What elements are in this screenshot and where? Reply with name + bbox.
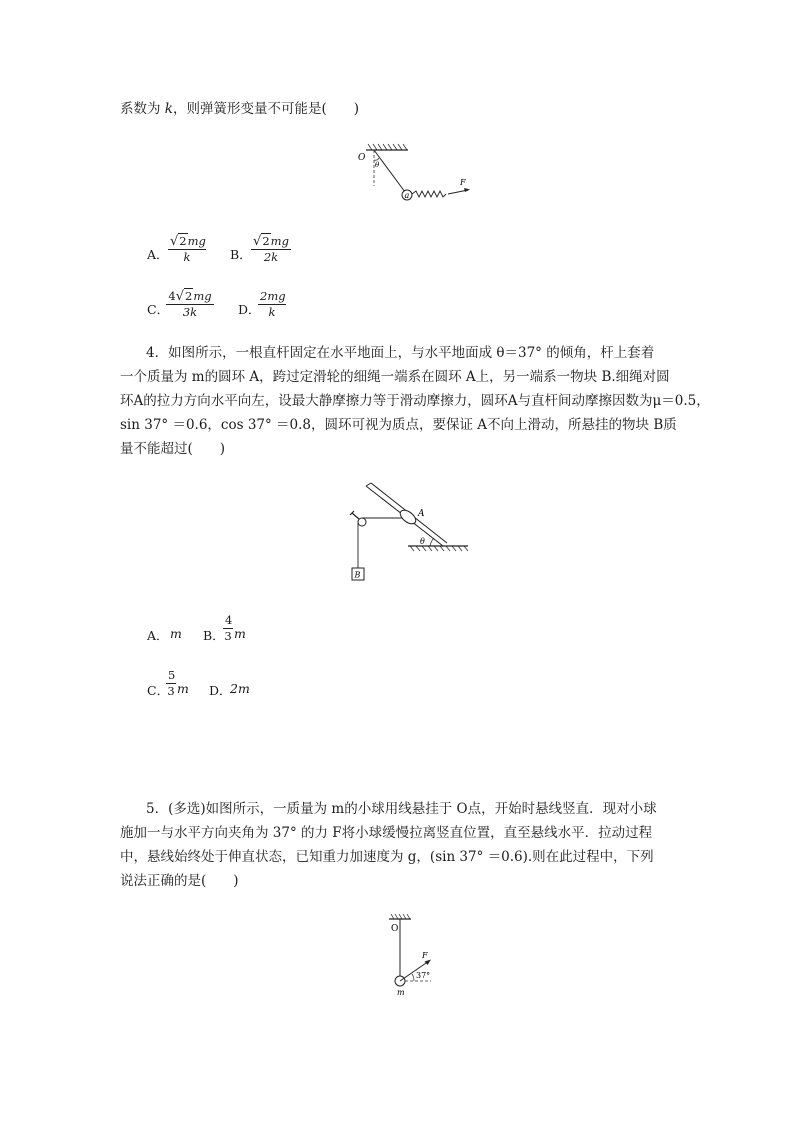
- q3-option-d-fraction: 2mg k: [260, 289, 286, 319]
- label-theta: θ: [375, 161, 380, 169]
- label-f: F: [422, 951, 428, 960]
- q4-option-b-fraction: 4 3: [224, 613, 233, 643]
- q4-option-b-tail: m: [234, 626, 246, 641]
- q4-option-d-value: 2m: [230, 681, 250, 696]
- label-f: F: [460, 178, 466, 187]
- q3-option-a-fraction: √2mg k: [170, 234, 206, 264]
- theta-arc: [374, 158, 379, 160]
- q3-figure: [350, 140, 510, 208]
- label-theta: θ: [420, 537, 425, 546]
- arrow-head: [464, 188, 470, 192]
- pulley: [358, 518, 366, 526]
- q4-option-a-letter: A．: [147, 628, 169, 643]
- q3-option-c-letter: C．: [147, 302, 170, 317]
- q4-stem-line-1: 4．如图所示，一根直杆固定在水平地面上，与水平地面成 θ＝37° 的倾角，杆上套着: [146, 345, 655, 361]
- ring-a: [398, 508, 418, 527]
- q4-option-a-value: m: [170, 626, 182, 641]
- q4-stem-line-3: 环A的拉力方向水平向左，设最大静摩擦力等于滑动摩擦力，圆环A与直杆间动摩擦因数为μ＝0.5，: [120, 393, 710, 409]
- arrow-head: [425, 960, 432, 966]
- q4-option-c-tail: m: [177, 681, 189, 696]
- q4-option-c-fraction: 5 3: [167, 668, 176, 698]
- label-b: B: [354, 570, 361, 580]
- label-a: a: [404, 191, 410, 200]
- label-a: A: [418, 509, 425, 519]
- q4-option-c-letter: C．: [147, 683, 170, 698]
- angle-arc: [412, 974, 414, 981]
- q5-stem-line-4: 说法正确的是( ): [120, 873, 239, 889]
- ceiling-hatch: [368, 144, 407, 150]
- q5-stem-line-3: 中，悬线始终处于伸直状态，已知重力加速度为 g，(sin 37° ＝0.6).则在此过程中，下列: [120, 849, 654, 865]
- spring: [412, 191, 446, 197]
- ground-hatch: [410, 546, 468, 551]
- rod-end: [366, 483, 371, 486]
- q3-option-d-letter: D．: [238, 302, 261, 317]
- q5-stem-line-2: 施加一与水平方向夹角为 37° 的力 F将小球缓慢拉离竖直位置，直至悬线水平．拉动过程: [120, 825, 653, 841]
- q3-option-b-fraction: √2mg 2k: [251, 235, 291, 264]
- pulley-support: [352, 513, 359, 519]
- label-o: O: [391, 924, 399, 934]
- q4-option-d-letter: D．: [209, 683, 232, 698]
- label-angle: 37°: [416, 971, 431, 980]
- q3-option-a-letter: A．: [147, 247, 169, 262]
- q5-stem-line-1: 5．(多选)如图所示，一质量为 m的小球用线悬挂于 O点，开始时悬线竖直．现对小球: [146, 801, 657, 817]
- ceiling-hatch: [391, 914, 410, 919]
- q4-option-b-letter: B．: [203, 628, 225, 643]
- q4-stem-line-2: 一个质量为 m的圆环 A，跨过定滑轮的细绳一端系在圆环 A上，另一端系一物块 B.细绳对圆: [120, 369, 670, 385]
- q3-option-c-fraction: 4√2mg 3k: [166, 290, 214, 319]
- q3-stem-tail: 系数为 k，则弹簧形变量不可能是( ): [120, 101, 360, 117]
- q5-figure: [383, 912, 453, 1002]
- theta-arc: [430, 538, 434, 546]
- string: [374, 150, 405, 192]
- label-m: m: [397, 988, 405, 997]
- q4-stem-line-4: sin 37° ＝0.6，cos 37° ＝0.8，圆环可视为质点，要保证 A不向上滑动，所悬挂的物块 B质: [120, 417, 677, 433]
- q3-option-b-letter: B．: [230, 247, 252, 262]
- label-o: O: [358, 153, 366, 163]
- q4-figure: [346, 482, 471, 587]
- q4-stem-line-5: 量不能超过( ): [120, 441, 226, 457]
